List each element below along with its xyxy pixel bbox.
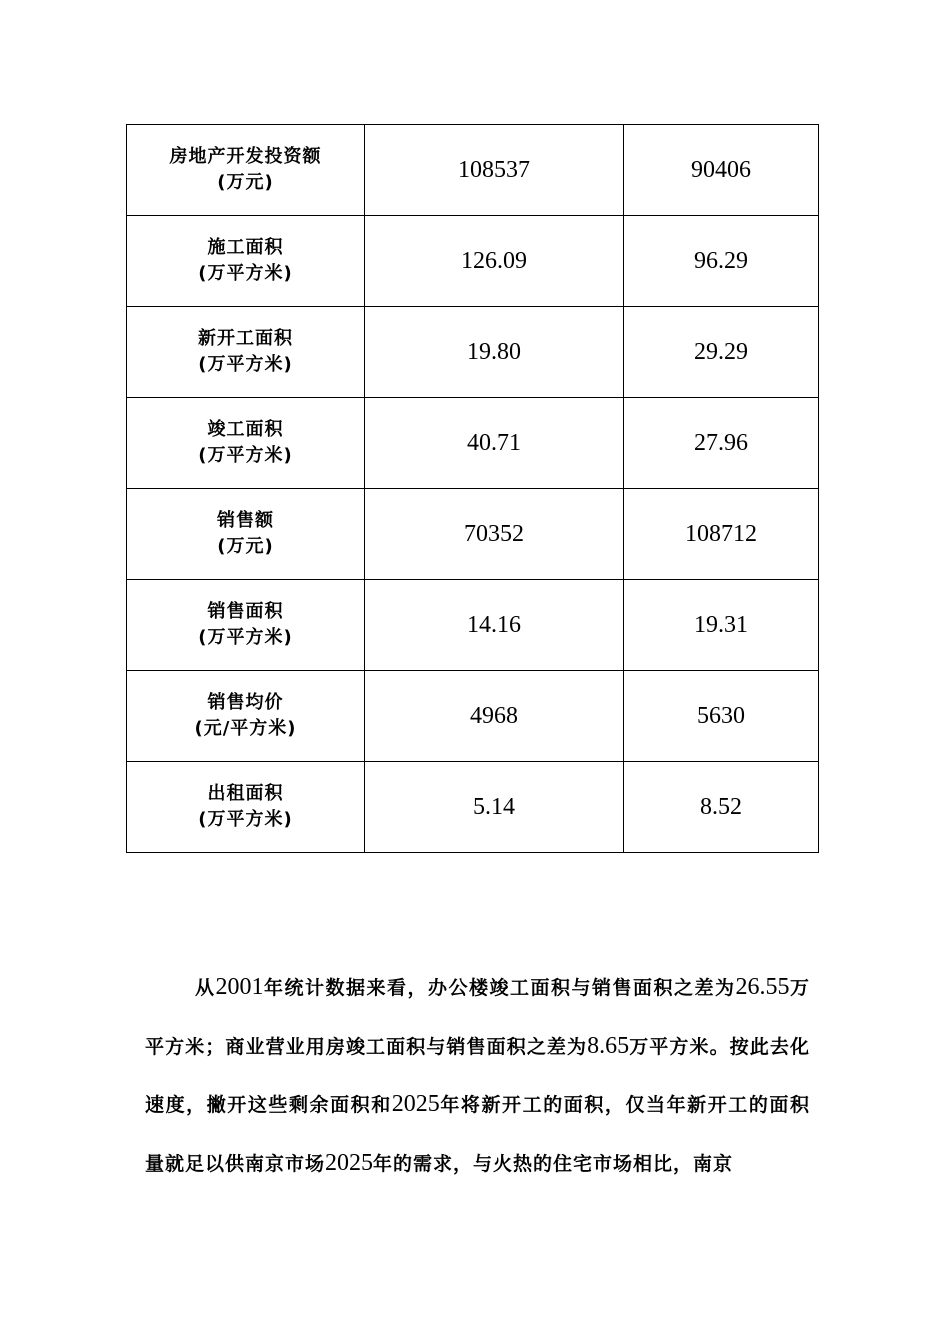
row-label-unit: (万元) xyxy=(217,536,274,557)
row-label-cell xyxy=(127,762,365,853)
year-number: 2025 xyxy=(325,1149,374,1176)
row-label-unit: (万平方米) xyxy=(198,263,293,284)
value-cell-col3: 108712 xyxy=(624,489,819,580)
value-cell-col3: 19.31 xyxy=(624,580,819,671)
value-cell-col2: 4968 xyxy=(365,671,624,762)
row-label-name: 销售面积 xyxy=(207,601,284,622)
area-number: 26.55 xyxy=(735,974,790,1000)
value-cell-col3: 5630 xyxy=(624,671,819,762)
row-label-name: 房地产开发投资额 xyxy=(169,146,322,167)
page-fade-overlay xyxy=(140,1215,820,1315)
text-run: 万平方米；商业营业用房竣工面积与销售面积之差为 xyxy=(145,977,810,1058)
value-cell-col3: 90406 xyxy=(624,125,819,216)
table-row xyxy=(127,398,819,489)
row-label-name: 施工面积 xyxy=(207,237,284,258)
row-label-cell xyxy=(127,307,365,398)
row-label-name: 销售均价 xyxy=(207,692,284,713)
area-number: 8.65 xyxy=(587,1032,630,1059)
text-run: 年的需求，与火热的住宅市场相比，南京 xyxy=(373,1152,734,1175)
value-cell-col2: 19.80 xyxy=(365,307,624,398)
row-label-unit: (万元) xyxy=(217,172,274,193)
row-label-cell xyxy=(127,580,365,671)
row-label-cell xyxy=(127,489,365,580)
statistics-table xyxy=(126,124,819,853)
row-label-name: 出租面积 xyxy=(207,783,284,804)
table-row xyxy=(127,125,819,216)
body-paragraph xyxy=(145,959,810,1193)
row-label-name: 新开工面积 xyxy=(198,328,293,349)
row-label-name: 销售额 xyxy=(217,510,274,531)
year-number: 2001 xyxy=(215,974,264,1000)
row-label-unit: (万平方米) xyxy=(198,809,293,830)
row-label-name: 竣工面积 xyxy=(207,419,284,440)
row-label-cell xyxy=(127,216,365,307)
text-run: 万平方米。按此去化速度，撇开这些剩余面积和 xyxy=(145,1035,810,1116)
text-run: 从 xyxy=(195,977,216,999)
table-row xyxy=(127,580,819,671)
value-cell-col3: 29.29 xyxy=(624,307,819,398)
row-label-unit: (万平方米) xyxy=(198,354,293,375)
text-run: 年统计数据来看，办公楼竣工面积与销售面积之差为 xyxy=(263,977,736,999)
value-cell-col2: 108537 xyxy=(365,125,624,216)
row-label-cell xyxy=(127,125,365,216)
value-cell-col3: 96.29 xyxy=(624,216,819,307)
table-row xyxy=(127,762,819,853)
value-cell-col2: 70352 xyxy=(365,489,624,580)
table-row xyxy=(127,489,819,580)
value-cell-col3: 27.96 xyxy=(624,398,819,489)
value-cell-col2: 126.09 xyxy=(365,216,624,307)
text-run: 年将新开工的面积，仅当年新开工的面积量就足以供南京市场 xyxy=(145,1094,810,1175)
row-label-cell xyxy=(127,398,365,489)
row-label-unit: (万平方米) xyxy=(198,627,293,648)
table-row xyxy=(127,216,819,307)
row-label-unit: (万平方米) xyxy=(198,445,293,466)
year-number: 2025 xyxy=(391,1091,440,1117)
value-cell-col2: 40.71 xyxy=(365,398,624,489)
row-label-cell xyxy=(127,671,365,762)
table-row xyxy=(127,307,819,398)
value-cell-col2: 14.16 xyxy=(365,580,624,671)
value-cell-col3: 8.52 xyxy=(624,762,819,853)
row-label-unit: (元/平方米) xyxy=(194,718,297,739)
value-cell-col2: 5.14 xyxy=(365,762,624,853)
table-row xyxy=(127,671,819,762)
